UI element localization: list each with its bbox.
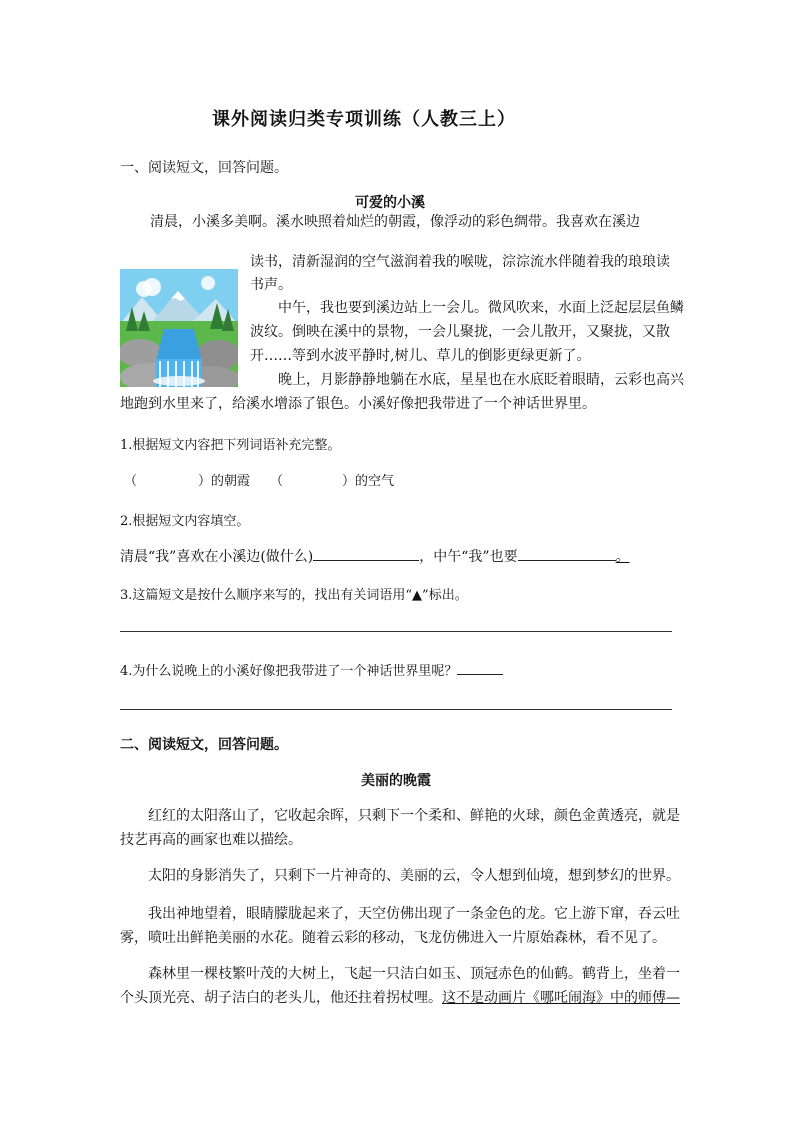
passage2-line: 我出神地望着，眼睛朦胧起来了，天空仿佛出现了一条金色的龙。它上游下窜，吞云吐 — [148, 906, 680, 922]
answer-line-q3[interactable] — [120, 631, 672, 632]
q4-answer-blank[interactable] — [457, 660, 503, 675]
section1-heading: 一、阅读短文，回答问题。 — [120, 160, 288, 176]
passage1-line: 读书，清新湿润的空气滋润着我的喉咙，淙淙流水伴随着我的琅琅读 — [250, 254, 670, 270]
passage2-line: 太阳的身影消失了，只剩下一片神奇的、美丽的云，令人想到仙境，想到梦幻的世界。 — [148, 868, 680, 884]
passage1-line: 中午，我也要到溪边站上一会儿。微风吹来，水面上泛起层层鱼鳞 — [278, 300, 684, 316]
passage2-line: 雾，喷吐出鲜艳美丽的水花。随着云彩的移动，飞龙仿佛进入一片原始森林，看不见了。 — [120, 930, 666, 946]
passage2-title: 美丽的晚霞 — [361, 773, 431, 789]
page-title: 课外阅读归类专项训练（人教三上） — [212, 109, 516, 130]
q1-blank-a-open: （ — [124, 474, 138, 489]
passage2-line: 红红的太阳落山了，它收起余晖，只剩下一个柔和、鲜艳的火球，颜色金黄透亮，就是 — [148, 808, 680, 824]
q1-blank-a-close: ）的朝霞 — [198, 474, 251, 489]
question-1: 1.根据短文内容把下列词语补充完整。 — [120, 438, 341, 453]
passage1-line: 清晨，小溪多美啊。溪水映照着灿烂的朝霞，像浮动的彩色绸带。我喜欢在溪边 — [150, 214, 640, 230]
q2-part2: ，中午“我”也要 — [419, 549, 518, 565]
passage2-line: 森林里一棵枝繁叶茂的大树上，飞起一只洁白如玉、顶冠赤色的仙鹤。鹤背上，坐着一 — [148, 966, 680, 982]
question-4-text: 4.为什么说晚上的小溪好像把我带进了一个神话世界里呢？ — [120, 664, 458, 679]
passage1-title: 可爱的小溪 — [355, 195, 425, 211]
passage1-line: 书声。 — [250, 277, 292, 293]
passage1-line: 地跑到水里来了，给溪水增添了银色。小溪好像把我带进了一个神话世界里。 — [120, 396, 596, 412]
passage2-underlined-text: 这不是动画片《哪吒闹海》中的师傅— — [442, 990, 680, 1006]
section2-heading: 二、阅读短文，回答问题。 — [120, 737, 288, 753]
q1-blank-b-open: （ — [270, 474, 284, 489]
passage2-line: 技艺再高的画家也难以描绘。 — [120, 832, 302, 848]
answer-line-q4[interactable] — [120, 709, 672, 710]
question-2-fill-line — [120, 546, 630, 566]
passage1-line: 波纹。倒映在溪中的景物，一会儿聚拢，一会儿散开，又聚拢，又散 — [250, 324, 670, 340]
passage1-line: 晚上，月影静静地躺在水底，星星也在水底眨着眼睛，云彩也高兴 — [278, 372, 684, 388]
q2-part1: 清晨“我”喜欢在小溪边(做什么) — [120, 549, 314, 565]
question-4 — [120, 660, 503, 679]
passage1-line: 开……等到水波平静时,树儿、草儿的倒影更绿更新了。 — [250, 348, 591, 364]
passage2-line-text: 个头顶光亮、胡子洁白的老头儿，他还拄着拐杖哩。 — [120, 990, 442, 1006]
question-3: 3.这篇短文是按什么顺序来写的，找出有关词语用“▲”标出。 — [120, 588, 468, 603]
passage2-line — [120, 986, 680, 1010]
q2-end: 。 — [615, 549, 630, 565]
q1-blank-b-close: ）的空气 — [342, 474, 395, 489]
question-2: 2.根据短文内容填空。 — [120, 514, 250, 529]
q2-answer-blank-1[interactable] — [313, 546, 419, 561]
q2-answer-blank-2[interactable] — [518, 546, 616, 561]
stream-landscape-illustration — [120, 269, 238, 387]
